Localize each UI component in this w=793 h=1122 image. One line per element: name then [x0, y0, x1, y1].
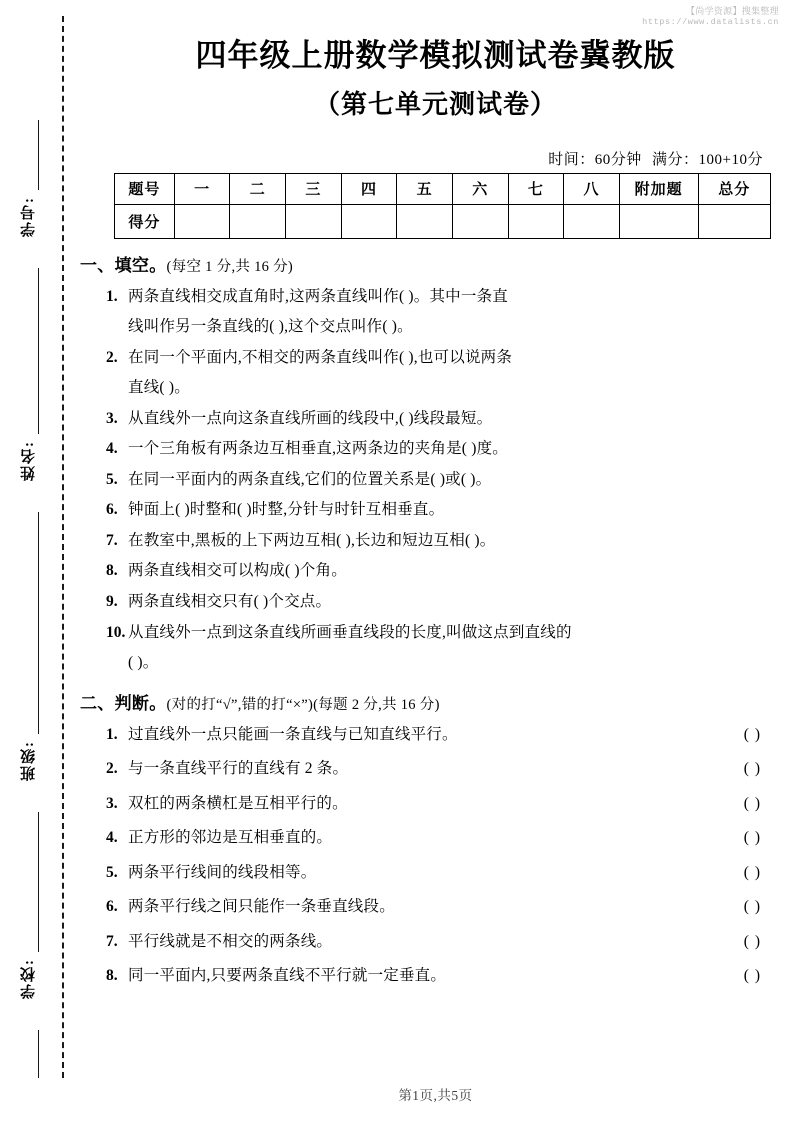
- question-body: [128, 861, 793, 885]
- exam-meta: [78, 148, 763, 169]
- seal-label-student-id: 学号:: [21, 196, 37, 237]
- question-line: 直线( )。: [128, 379, 190, 397]
- question-item: [80, 498, 793, 522]
- score-cell-extra[interactable]: [619, 204, 698, 238]
- seal-label-school: 学校:: [21, 958, 37, 999]
- question-body: [128, 285, 793, 339]
- question-item: [80, 468, 793, 492]
- section-1-index: 一、: [80, 255, 115, 275]
- question-item: [80, 895, 793, 919]
- score-table-col-8: 八: [564, 173, 620, 204]
- question-item: [80, 346, 793, 400]
- score-cell-5[interactable]: [397, 204, 453, 238]
- question-number: 10.: [106, 623, 126, 641]
- question-number: 2.: [106, 760, 118, 778]
- seal-rule-2: [38, 268, 39, 434]
- question-line: 在同一平面内的两条直线,它们的位置关系是( )或( )。: [128, 470, 492, 488]
- watermark-source: 【尚学资源】搜集整理: [685, 6, 779, 16]
- score-cell-total[interactable]: [698, 204, 770, 238]
- answer-bracket[interactable]: ( ): [743, 725, 761, 743]
- score-cell-7[interactable]: [508, 204, 564, 238]
- question-body: [128, 437, 793, 461]
- question-line: 两条直线相交可以构成( )个角。: [128, 562, 347, 580]
- seal-dashed-line: [62, 16, 64, 1078]
- score-table-score-row: [115, 204, 771, 238]
- question-body: [128, 346, 793, 400]
- question-text: 双杠的两条横杠是互相平行的。: [128, 794, 348, 812]
- question-item: [80, 285, 793, 339]
- question-item: [80, 559, 793, 583]
- question-item: [80, 590, 793, 614]
- question-item: [80, 964, 793, 988]
- question-number: 6.: [106, 898, 118, 916]
- question-line: 两条直线相交成直角时,这两条直线叫作( )。其中一条直: [128, 287, 508, 305]
- answer-bracket[interactable]: ( ): [743, 760, 761, 778]
- answer-bracket[interactable]: ( ): [743, 863, 761, 881]
- question-line: ( )。: [128, 654, 159, 672]
- page-footer: [78, 1084, 793, 1104]
- score-table-col-2: 二: [230, 173, 286, 204]
- score-cell-8[interactable]: [564, 204, 620, 238]
- score-table-col-total: 总分: [698, 173, 770, 204]
- page-title: 四年级上册数学模拟测试卷冀教版: [195, 38, 676, 73]
- score-table-col-3: 三: [286, 173, 342, 204]
- question-number: 8.: [106, 967, 118, 985]
- pagination-text: 第1页,共5页: [398, 1088, 473, 1103]
- question-text: 两条平行线间的线段相等。: [128, 863, 317, 881]
- question-line: 从直线外一点到这条直线所画垂直线段的长度,叫做这点到直线的: [128, 623, 572, 641]
- question-number: 9.: [106, 593, 118, 610]
- question-text: 过直线外一点只能画一条直线与已知直线平行。: [128, 725, 458, 743]
- question-number: 4.: [106, 829, 118, 847]
- section-1-question-list: [80, 285, 793, 675]
- question-item: [80, 861, 793, 885]
- question-item: [80, 437, 793, 461]
- seal-label-name: 姓名:: [21, 440, 37, 481]
- section-1-hint: (每空 1 分,共 16 分): [166, 258, 294, 275]
- section-2-hint: (对的打“√”,错的打“×”)(每题 2 分,共 16 分): [166, 696, 440, 713]
- question-item: [80, 826, 793, 850]
- page-body: [78, 0, 793, 1122]
- question-number: 7.: [106, 932, 118, 950]
- question-body: [128, 529, 793, 553]
- question-item: [80, 930, 793, 954]
- score-table-col-1: 一: [174, 173, 230, 204]
- answer-bracket[interactable]: ( ): [743, 898, 761, 916]
- question-line: 两条直线相交只有( )个交点。: [128, 593, 332, 610]
- question-body: [128, 407, 793, 431]
- question-text: 同一平面内,只要两条直线不平行就一定垂直。: [128, 967, 447, 985]
- question-body: [128, 723, 793, 747]
- question-number: 1.: [106, 287, 118, 305]
- question-body: [128, 792, 793, 816]
- score-table-col-6: 六: [452, 173, 508, 204]
- section-1-label: 填空。: [114, 255, 167, 275]
- question-number: 1.: [106, 725, 118, 743]
- score-cell-1[interactable]: [174, 204, 230, 238]
- question-number: 3.: [106, 409, 118, 427]
- question-item: [80, 757, 793, 781]
- score-table-wrapper: [114, 173, 771, 239]
- question-item: [80, 529, 793, 553]
- question-body: [128, 559, 793, 583]
- score-table-row-label-question: 题号: [115, 173, 175, 204]
- score-cell-3[interactable]: [286, 204, 342, 238]
- score-table-col-7: 七: [508, 173, 564, 204]
- score-table-col-extra: 附加题: [619, 173, 698, 204]
- question-body: [128, 757, 793, 781]
- score-table-col-4: 四: [341, 173, 397, 204]
- question-number: 6.: [106, 501, 118, 519]
- section-2-index: 二、: [80, 693, 115, 713]
- section-fill-in-blank: [78, 253, 793, 675]
- exam-score-label: 满分：100+10分: [652, 151, 763, 168]
- question-number: 8.: [106, 562, 118, 580]
- exam-time-label: 时间：60分钟: [548, 151, 642, 168]
- question-text: 正方形的邻边是互相垂直的。: [128, 829, 333, 847]
- answer-bracket[interactable]: ( ): [743, 967, 761, 985]
- question-number: 5.: [106, 470, 118, 488]
- score-table: [114, 173, 771, 239]
- score-cell-6[interactable]: [452, 204, 508, 238]
- section-2-question-list: [80, 723, 793, 988]
- answer-bracket[interactable]: ( ): [743, 932, 761, 950]
- section-2-label: 判断。: [114, 693, 167, 713]
- question-body: [128, 468, 793, 492]
- score-cell-4[interactable]: [341, 204, 397, 238]
- question-line: 线叫作另一条直线的( ),这个交点叫作( )。: [128, 318, 413, 336]
- question-number: 4.: [106, 440, 118, 458]
- question-body: [128, 590, 793, 614]
- question-line: 从直线外一点向这条直线所画的线段中,( )线段最短。: [128, 409, 493, 427]
- question-text: 平行线就是不相交的两条线。: [128, 932, 333, 950]
- seal-rule-3: [38, 512, 39, 734]
- question-item: [80, 723, 793, 747]
- score-table-header-row: [115, 173, 771, 204]
- seal-margin: [0, 0, 78, 1122]
- question-line: 钟面上( )时整和( )时整,分针与时针互相垂直。: [128, 501, 445, 519]
- question-line: 在同一个平面内,不相交的两条直线叫作( ),也可以说两条: [128, 348, 513, 366]
- question-number: 5.: [106, 863, 118, 881]
- score-table-row-label-score: 得分: [115, 204, 175, 238]
- page-subtitle: （第七单元测试卷）: [313, 89, 557, 119]
- score-table-col-5: 五: [397, 173, 453, 204]
- question-body: [128, 895, 793, 919]
- question-body: [128, 621, 793, 675]
- question-body: [128, 826, 793, 850]
- question-text: 两条平行线之间只能作一条垂直线段。: [128, 898, 395, 916]
- seal-rule-1: [38, 120, 39, 190]
- question-item: [80, 407, 793, 431]
- question-item: [80, 792, 793, 816]
- section-1-title: [80, 253, 793, 279]
- question-line: 一个三角板有两条边互相垂直,这两条边的夹角是( )度。: [128, 440, 508, 458]
- section-true-false: [78, 691, 793, 988]
- score-cell-2[interactable]: [230, 204, 286, 238]
- seal-rule-5: [38, 1030, 39, 1078]
- question-item: [80, 621, 793, 675]
- question-body: [128, 964, 793, 988]
- question-line: 在教室中,黑板的上下两边互相( ),长边和短边互相( )。: [128, 531, 496, 549]
- question-body: [128, 498, 793, 522]
- seal-rule-4: [38, 812, 39, 952]
- watermark-url: https://www.datalists.cn: [642, 17, 779, 28]
- section-2-title: [80, 691, 793, 717]
- question-number: 7.: [106, 531, 118, 549]
- question-body: [128, 930, 793, 954]
- answer-bracket[interactable]: ( ): [743, 829, 761, 847]
- question-number: 2.: [106, 348, 118, 366]
- seal-label-class: 班级:: [21, 740, 37, 781]
- answer-bracket[interactable]: ( ): [743, 794, 761, 812]
- question-number: 3.: [106, 794, 118, 812]
- question-text: 与一条直线平行的直线有 2 条。: [128, 760, 349, 778]
